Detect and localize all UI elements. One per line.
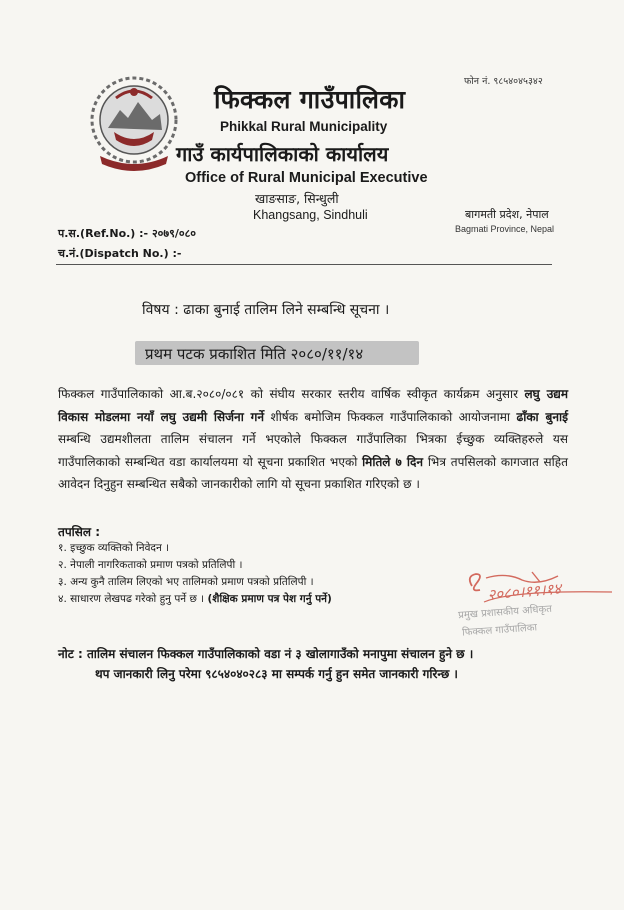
list-item-text: ४. साधारण लेखपढ गरेको हुनु पर्ने छ ।	[58, 593, 208, 605]
tapsil-label: तपसिल :	[58, 525, 100, 539]
subject-prefix: विषय :	[142, 302, 184, 318]
list-item-bold: (शैक्षिक प्रमाण पत्र पेश गर्नु पर्ने)	[207, 593, 332, 605]
province-nepali: बागमती प्रदेश, नेपाल	[465, 208, 549, 221]
subject-line	[142, 300, 389, 319]
office-name-nepali: गाउँ कार्यपालिकाको कार्यालय	[176, 142, 389, 166]
list-item: ३. अन्य कुनै तालिम लिएको भए तालिमको प्रमाण पत्रको प्रतिलिपी ।	[58, 576, 314, 588]
list-item	[58, 591, 332, 608]
address-nepali: खाङसाङ, सिन्धुली	[255, 191, 339, 206]
notice-body	[58, 383, 568, 496]
body-text-4: भित्र तपसिलको कागजात सहित आवेदन दिनुहुन सम्बन्धित सबैको जानकारीको लागि यो सूचना प्रकाशित गरिएको छ ।	[58, 454, 568, 491]
body-bold-1: लघु उद्यम विकास मोडलमा नयाँ लघु उद्यमी सिर्जना गर्ने	[58, 387, 569, 424]
subject-text: ढाका बुनाई तालिम लिने सम्बन्धि सूचना ।	[183, 302, 390, 318]
province-english: Bagmati Province, Nepal	[455, 224, 555, 234]
body-bold-3: मितिले ७ दिन	[362, 454, 424, 469]
stamp-line-2: फिक्कल गाउँपालिका	[461, 622, 538, 639]
body-bold-2: ढाँका बुनाई	[516, 409, 568, 424]
municipality-name-nepali: फिक्कल गाउँपालिका	[214, 85, 406, 114]
address-english: Khangsang, Sindhuli	[253, 208, 368, 222]
body-text-2: शीर्षक बमोजिम फिक्कल गाउँपालिकाको आयोजनामा	[264, 409, 517, 424]
phone-number: फोन नं. ९८५४०४५३४२	[464, 76, 543, 87]
list-item: १. इच्छुक व्यक्तिको निवेदन ।	[58, 542, 170, 554]
note-line-2: थप जानकारी लिनु परेमा ९८५४०४०२८३ मा सम्पर्क गर्नु हुन समेत जानकारी गरिन्छ ।	[95, 667, 458, 681]
nepal-emblem-icon	[86, 70, 182, 180]
stamp-line-1: प्रमुख प्रशासकीय अधिकृत	[457, 603, 553, 622]
body-text-1: फिक्कल गाउँपालिकाको आ.ब.२०८०/०८१ को संघीय सरकार स्तरीय वार्षिक स्वीकृत कार्यक्रम अनुसार	[58, 387, 525, 401]
list-item: २. नेपाली नागरिकताको प्रमाण पत्रको प्रतिलिपी ।	[58, 559, 243, 571]
municipality-name-english: Phikkal Rural Municipality	[220, 119, 388, 134]
signature-date: २०८०।११।१४	[486, 579, 562, 604]
header-divider	[56, 264, 552, 265]
published-date: प्रथम पटक प्रकाशित मिति २०८०/११/१४	[145, 345, 364, 363]
body-text-3: सम्बन्धि उद्यमशीलता तालिम संचालन गर्ने भएकोले फिक्कल गाउँपालिका भित्रका ईच्छुक व्यक्तिहरुले यस गाउँपालिकाको सम्बन्धित वडा कार्यालयमा यो सूचना प्रकाशित भएको	[58, 432, 568, 469]
reference-number: प.स.(Ref.No.) :- २०७९/०८०	[58, 227, 197, 240]
note-line-1: नोट : तालिम संचालन फिक्कल गाउँपालिकाको वडा नं ३ खोलागाउँको मनापुमा संचालन हुने छ ।	[58, 647, 474, 661]
requirements-list	[58, 540, 332, 608]
dispatch-number: च.नं.(Dispatch No.) :-	[58, 247, 182, 260]
office-name-english: Office of Rural Municipal Executive	[185, 170, 428, 186]
